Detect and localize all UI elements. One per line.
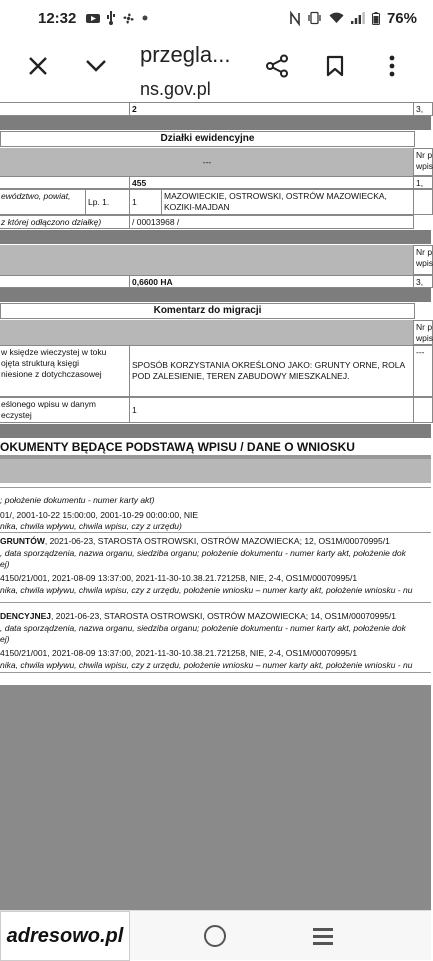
cell-value: 2 bbox=[129, 102, 414, 116]
navigation-bar bbox=[0, 910, 431, 960]
document-line: 4150/21/001, 2021-08-09 13:37:00, 2021-11-30-10.38.21.721258, NIE, 2-4, OS1M/00070995/1 bbox=[0, 573, 358, 583]
section-title-dzialki: Działki ewidencyjne bbox=[0, 131, 415, 147]
dot-icon bbox=[141, 14, 149, 22]
table-header bbox=[0, 245, 431, 275]
row-label: Lp. 1. bbox=[85, 189, 130, 215]
column-header: Nr p wpis bbox=[413, 148, 433, 176]
chevron-down-icon[interactable] bbox=[82, 52, 110, 80]
separator bbox=[0, 672, 431, 673]
bookmark-icon[interactable] bbox=[321, 52, 349, 80]
status-bar bbox=[0, 0, 431, 36]
document-line: 4150/21/001, 2021-08-09 13:37:00, 2021-11-30-10.38.21.721258, NIE, 2-4, OS1M/00070995/1 bbox=[0, 648, 358, 658]
video-icon bbox=[86, 13, 100, 24]
document-view[interactable] bbox=[0, 102, 431, 910]
dash-text: --- bbox=[202, 157, 212, 167]
document-line: nika, chwila wpływu, chwila wpisu, czy z urzędu) bbox=[0, 521, 182, 531]
cell-value: 3, bbox=[413, 275, 433, 288]
battery-level: 76% bbox=[386, 9, 417, 27]
document-line: ej) bbox=[0, 634, 10, 644]
wifi-icon bbox=[329, 12, 344, 24]
page-url[interactable]: ns.gov.pl bbox=[140, 79, 211, 99]
document-line: , data sporządzenia, nazwa organu, siedziba organu; położenie dokumentu - numer karty akt, położenie dok bbox=[0, 548, 406, 558]
row-label: w księdze wieczystej w toku ojęta strukturą księgi niesione z dotychczasowej bbox=[0, 345, 130, 397]
cell-value: 1 bbox=[129, 397, 414, 423]
signal-icon bbox=[351, 12, 365, 24]
cell-value: 1 bbox=[129, 189, 162, 215]
section-title-dokumenty: OKUMENTY BĘDĄCE PODSTAWĄ WPISU / DANE O WNIOSKU bbox=[0, 440, 355, 454]
cell-value: MAZOWIECKIE, OSTROWSKI, OSTRÓW MAZOWIECKA, KOZIKI-MAJDAN bbox=[161, 189, 414, 215]
document-line: ej) bbox=[0, 559, 10, 569]
page-background bbox=[0, 685, 431, 910]
adresowo-logo[interactable]: adresowo.pl bbox=[0, 911, 130, 961]
cell-value: 455 bbox=[129, 176, 414, 189]
vibrate-icon bbox=[307, 12, 322, 24]
document-line: nika, chwila wpływu, chwila wpisu, czy z urzędu, położenie wniosku – numer karty akt, położenie wniosku - nu bbox=[0, 660, 413, 670]
document-line: GRUNTÓW, 2021-06-23, STAROSTA OSTROWSKI, OSTRÓW MAZOWIECKA; 12, OS1M/00070995/1 bbox=[0, 536, 390, 546]
cell-value: 0,6600 HA bbox=[129, 275, 414, 288]
row-label: ewództwo, powiat, bbox=[0, 189, 86, 215]
cell-value: 3, bbox=[413, 102, 433, 116]
document-line: DENCYJNEJ, 2021-06-23, STAROSTA OSTROWSKI, OSTRÓW MAZOWIECKA; 14, OS1M/00070995/1 bbox=[0, 611, 397, 621]
browser-toolbar bbox=[0, 36, 431, 102]
more-options-icon[interactable] bbox=[378, 52, 406, 80]
document-line: 01/, 2001-10-22 15:00:00, 2001-10-29 00:00:00, NIE bbox=[0, 510, 199, 520]
document-line: , data sporządzenia, nazwa organu, siedziba organu; położenie dokumentu - numer karty akt, położenie dok bbox=[0, 623, 406, 633]
row-label: eślonego wpisu w danym eczystej bbox=[0, 397, 130, 423]
document-line: nika, chwila wpływu, chwila wpisu, czy z urzędu, położenie wniosku – numer karty akt, położenie wniosku - nu bbox=[0, 585, 413, 595]
section-title-komentarz: Komentarz do migracji bbox=[0, 303, 415, 319]
cell-value: SPOSÓB KORZYSTANIA OKREŚLONO JAKO: GRUNTY ORNE, ROLA POD ZALESIENIE, TEREN ZABUDOWY MIESZKALNEJ. bbox=[129, 345, 414, 397]
share-icon[interactable] bbox=[263, 52, 291, 80]
close-icon[interactable] bbox=[24, 52, 52, 80]
home-icon[interactable] bbox=[204, 925, 226, 947]
cell-value: 1, bbox=[413, 176, 433, 189]
separator bbox=[0, 532, 431, 533]
table-header bbox=[0, 459, 431, 483]
cell-value: / 00013968 / bbox=[129, 215, 414, 229]
separator bbox=[0, 602, 431, 603]
battery-icon bbox=[372, 12, 380, 25]
section-band bbox=[0, 116, 431, 130]
column-header: Nr p wpis bbox=[413, 245, 433, 275]
fan-icon bbox=[122, 12, 135, 25]
menu-icon[interactable] bbox=[313, 928, 333, 944]
column-header: Nr p wpis bbox=[413, 320, 433, 345]
table-header bbox=[0, 320, 431, 345]
status-time: 12:32 bbox=[38, 9, 77, 27]
section-band bbox=[0, 424, 431, 438]
page-title: przegla... bbox=[140, 42, 231, 67]
usb-icon bbox=[106, 11, 116, 25]
section-band bbox=[0, 288, 431, 302]
document-line: ; położenie dokumentu - numer karty akt) bbox=[0, 495, 155, 505]
nfc-icon bbox=[290, 12, 300, 25]
section-band bbox=[0, 230, 431, 244]
cell-value: --- bbox=[413, 345, 433, 397]
row-label: z której odłączono działkę) bbox=[0, 215, 130, 229]
